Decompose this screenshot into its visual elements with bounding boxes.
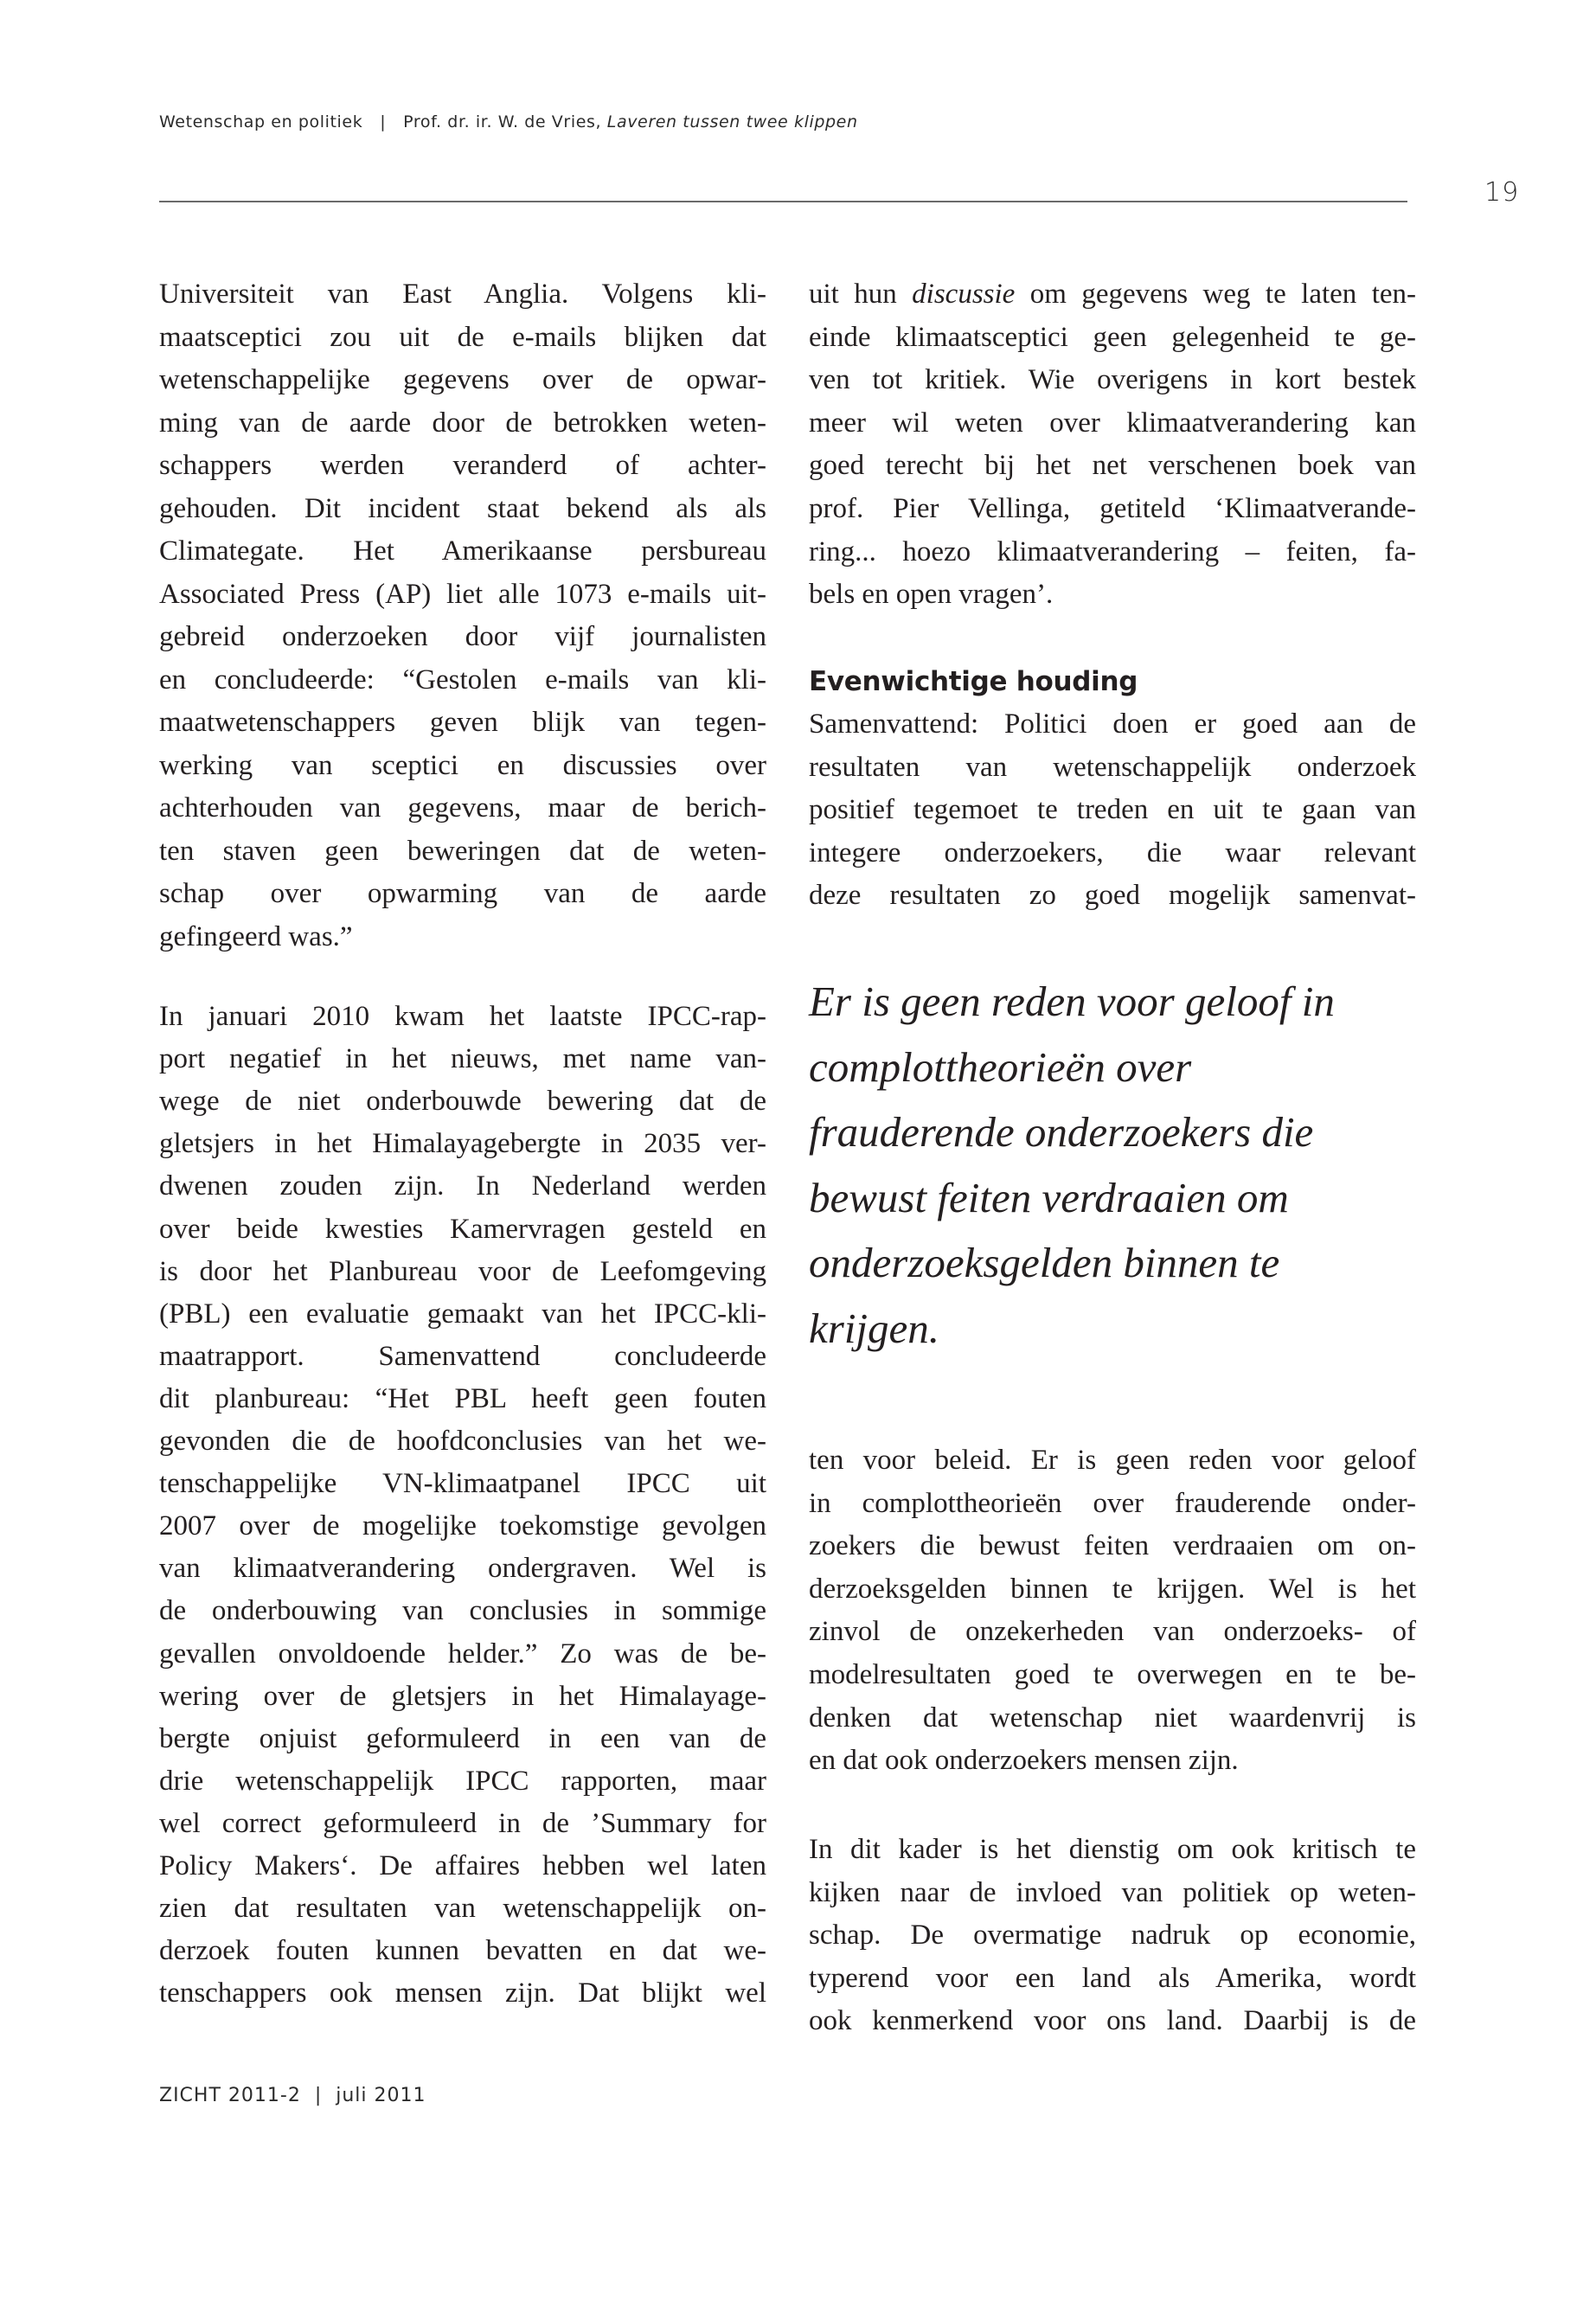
body-line: van klimaatverandering ondergraven. Wel is bbox=[159, 1553, 766, 1585]
body-line: resultaten van wetenschappelijk onderzoek bbox=[809, 751, 1416, 783]
body-line: Samenvattend: Politici doen er goed aan de bbox=[809, 708, 1416, 740]
pull-quote-line: complottheorieën over bbox=[809, 1042, 1192, 1091]
section-heading: Evenwichtige houding bbox=[809, 666, 1138, 697]
body-line: gevonden die de hoofdconclusies van het we- bbox=[159, 1426, 766, 1457]
body-line: drie wetenschappelijk IPCC rapporten, maar bbox=[159, 1765, 766, 1797]
body-line: positief tegemoet te treden en uit te gaan van bbox=[809, 794, 1416, 826]
body-line: gevallen onvoldoende helder.” Zo was de be- bbox=[159, 1638, 766, 1670]
body-line: typerend voor een land als Amerika, wordt bbox=[809, 1962, 1416, 1994]
body-line: wering over de gletsjers in het Himalayage- bbox=[159, 1680, 766, 1712]
body-line: de onderbouwing van conclusies in sommige bbox=[159, 1595, 766, 1627]
page-footer bbox=[159, 2085, 426, 2106]
body-line: Associated Press (AP) liet alle 1073 e-mails uit- bbox=[159, 578, 766, 610]
body-line: dit planbureau: “Het PBL heeft geen fouten bbox=[159, 1382, 766, 1414]
body-line: zien dat resultaten van wetenschappelijk on- bbox=[159, 1893, 766, 1925]
body-line: wetenschappelijke gegevens over de opwar- bbox=[159, 364, 766, 395]
pull-quote-line: frauderende onderzoekers die bbox=[809, 1108, 1314, 1156]
body-line: schap over opwarming van de aarde bbox=[159, 878, 766, 909]
body-line: werking van sceptici en discussies over bbox=[159, 749, 766, 781]
body-line: maatwetenschappers geven blijk van tegen- bbox=[159, 707, 766, 738]
running-head-separator: | bbox=[380, 112, 387, 131]
pull-quote-line: onderzoeksgelden binnen te bbox=[809, 1239, 1280, 1286]
header-rule bbox=[159, 201, 1407, 202]
emphasis-discussie: discussie bbox=[912, 279, 1016, 310]
footer-publication: ZICHT 2011-2 bbox=[159, 2085, 301, 2106]
body-line: denken dat wetenschap niet waardenvrij is bbox=[809, 1702, 1416, 1734]
body-line: meer wil weten over klimaatverandering kan bbox=[809, 407, 1416, 439]
running-head-article-title: Laveren tussen twee klippen bbox=[606, 112, 858, 131]
body-line: en concludeerde: “Gestolen e-mails van kli- bbox=[159, 663, 766, 695]
footer-separator: | bbox=[314, 2085, 323, 2106]
body-line: ten staven geen beweringen dat de weten- bbox=[159, 835, 766, 867]
page-number: 19 bbox=[1484, 177, 1520, 208]
body-line: over beide kwesties Kamervragen gesteld en bbox=[159, 1213, 766, 1245]
running-head-section: Wetenschap en politiek bbox=[159, 112, 363, 131]
body-line: zoekers die bewust feiten verdraaien om on- bbox=[809, 1530, 1416, 1562]
body-line: gletsjers in het Himalayagebergte in 2035 ver- bbox=[159, 1128, 766, 1160]
running-head bbox=[159, 112, 858, 131]
body-line: einde klimaatsceptici geen gelegenheid te ge- bbox=[809, 321, 1416, 353]
body-line: en dat ook onderzoekers mensen zijn. bbox=[809, 1745, 1239, 1777]
body-line: modelresultaten goed te overwegen en te be- bbox=[809, 1659, 1416, 1690]
body-line: kijken naar de invloed van politiek op weten- bbox=[809, 1876, 1416, 1908]
body-line: wel correct geformuleerd in de ’Summary for bbox=[159, 1807, 766, 1839]
pull-quote-line: bewust feiten verdraaien om bbox=[809, 1173, 1289, 1221]
body-line: ten voor beleid. Er is geen reden voor geloof bbox=[809, 1445, 1416, 1476]
body-line: goed terecht bij het net verschenen boek van bbox=[809, 450, 1416, 482]
body-line: In dit kader is het dienstig om ook kritisch te bbox=[809, 1834, 1416, 1865]
body-line: schappers werden veranderd of achter- bbox=[159, 450, 766, 481]
body-line: Policy Makers‘. De affaires hebben wel laten bbox=[159, 1850, 766, 1881]
body-line: wege de niet onderbouwde bewering dat de bbox=[159, 1086, 766, 1118]
body-line: bergte onjuist geformuleerd in een van de bbox=[159, 1722, 766, 1754]
body-line: prof. Pier Vellinga, getiteld ‘Klimaatverande- bbox=[809, 493, 1416, 524]
body-line: derzoeksgelden binnen te krijgen. Wel is het bbox=[809, 1573, 1416, 1605]
body-line: maatrapport. Samenvattend concludeerde bbox=[159, 1340, 766, 1372]
body-line: Climategate. Het Amerikaanse persbureau bbox=[159, 535, 766, 567]
running-head-author: Prof. dr. ir. W. de Vries, bbox=[403, 112, 602, 131]
body-line: integere onderzoekers, die waar relevant bbox=[809, 836, 1416, 868]
body-line: in complottheorieën over frauderende onder- bbox=[809, 1487, 1416, 1519]
body-line: zinvol de onzekerheden van onderzoeks- of bbox=[809, 1616, 1416, 1648]
body-line: ook kenmerkend voor ons land. Daarbij is de bbox=[809, 2005, 1416, 2037]
body-line: maatsceptici zou uit de e-mails blijken dat bbox=[159, 321, 766, 353]
body-line: dwenen zouden zijn. In Nederland werden bbox=[159, 1170, 766, 1202]
body-line: tenschappelijke VN-klimaatpanel IPCC uit bbox=[159, 1468, 766, 1500]
body-line: gebreid onderzoeken door vijf journalisten bbox=[159, 621, 766, 652]
footer-date: juli 2011 bbox=[336, 2085, 426, 2106]
body-line: 2007 over de mogelijke toekomstige gevolgen bbox=[159, 1510, 766, 1542]
body-line: port negatief in het nieuws, met name van- bbox=[159, 1043, 766, 1075]
body-line: ring... hoezo klimaatverandering – feiten, fa- bbox=[809, 535, 1416, 567]
body-line: Universiteit van East Anglia. Volgens kli- bbox=[159, 279, 766, 310]
body-line: ven tot kritiek. Wie overigens in kort bestek bbox=[809, 364, 1416, 396]
pull-quote-line: Er is geen reden voor geloof in bbox=[809, 977, 1335, 1025]
pull-quote-line: krijgen. bbox=[809, 1304, 940, 1352]
body-line: deze resultaten zo goed mogelijk samenvat- bbox=[809, 880, 1416, 912]
body-line: In januari 2010 kwam het laatste IPCC-rap- bbox=[159, 1001, 766, 1032]
body-line: achterhouden van gegevens, maar de berich- bbox=[159, 792, 766, 824]
body-line: schap. De overmatige nadruk op economie, bbox=[809, 1920, 1416, 1952]
body-line: gefingeerd was.” bbox=[159, 920, 353, 952]
body-line: (PBL) een evaluatie gemaakt van het IPCC-kli- bbox=[159, 1298, 766, 1330]
body-line: ming van de aarde door de betrokken weten- bbox=[159, 407, 766, 439]
body-line: tenschappers ook mensen zijn. Dat blijkt wel bbox=[159, 1977, 766, 2009]
body-line: bels en open vragen’. bbox=[809, 579, 1054, 611]
body-line: is door het Planbureau voor de Leefomgeving bbox=[159, 1255, 766, 1287]
body-line: gehouden. Dit incident staat bekend als als bbox=[159, 492, 766, 524]
body-line: uit hun discussie om gegevens weg te laten ten- bbox=[809, 279, 1416, 310]
body-line: derzoek fouten kunnen bevatten en dat we- bbox=[159, 1935, 766, 1967]
